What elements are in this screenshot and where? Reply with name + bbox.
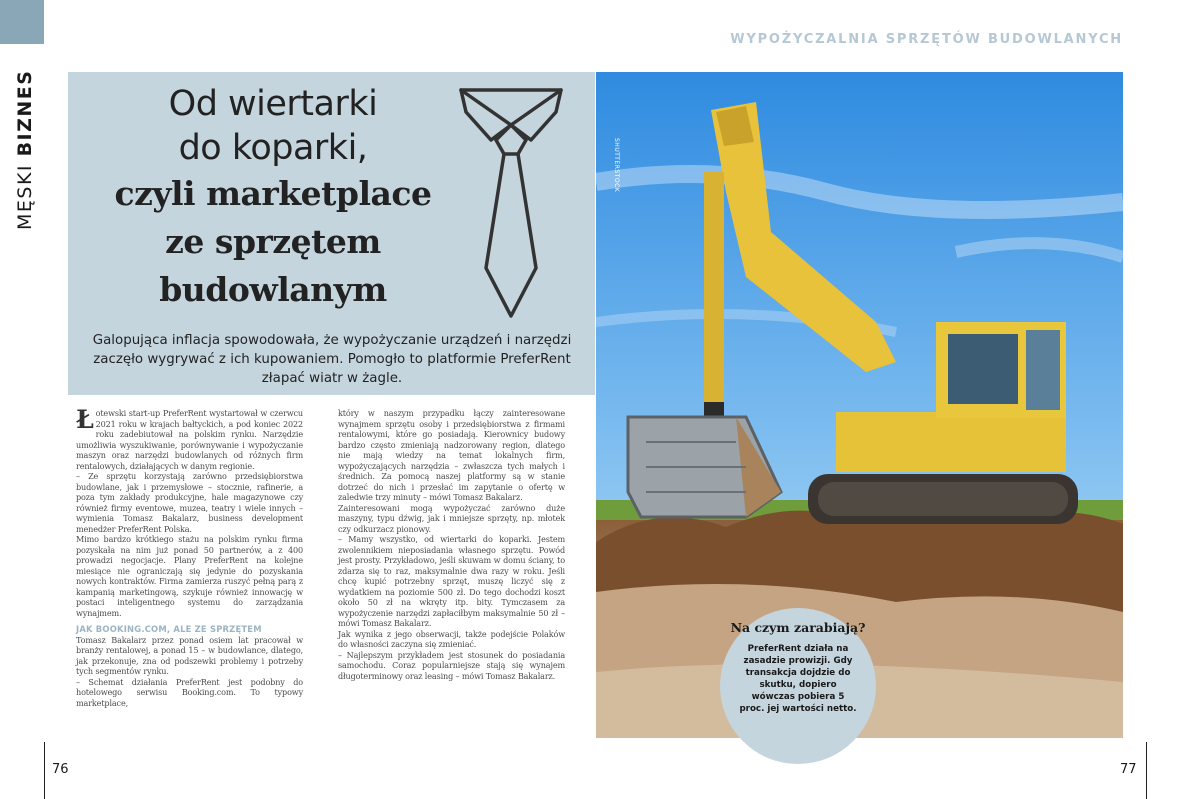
- article-lead: Galopująca inflacja spowodowała, że wypożyczanie urządzeń i narzędzi zaczęło wygrywać z ich kupowaniem. Pomogło to platformie PreferRent złapać wiatr w żagle.: [92, 333, 572, 386]
- paragraph: Tomasz Bakalarz przez ponad osiem lat pracował w branży rentalowej, a ponad 15 – w budowlance, dlatego, jak przekonuje, zna od podszewki problemy i potrzeby tych segmentów rynku.: [76, 634, 303, 676]
- page-number-left: 76: [52, 762, 69, 777]
- paragraph: – Schemat działania PreferRent jest podobny do hotelowego serwisu Booking.com. To typowy marketplace,: [76, 676, 303, 708]
- running-head: WYPOŻYCZALNIA SPRZĘTÓW BUDOWLANYCH: [730, 32, 1123, 47]
- callout-body: PreferRent działa na zasadzie prowizji. Gdy transakcja dojdzie do skutku, dopiero wówczas pobiera 5 proc. jej wartości netto.: [739, 644, 857, 714]
- paragraph: który w naszym przypadku łączy zainteresowane wynajmem sprzętu osoby i przedsiębiorstwa z firmami rentalowymi, które go posiadają. Kierownicy budowy bardzo często zmieniają nadzorowany region, dlatego nie mają wiedzy na temat lokalnych firm, wypożyczających narzędzia – zwłaszcza tych małych i średnich. Za pomocą naszej platformy są w stanie dotrzeć do nich i przesłać im zapytanie o ofertę w zaledwie trzy minuty – mówi Tomasz Bakalarz.: [338, 408, 565, 502]
- paragraph: Zainteresowani mogą wypożyczać zarówno duże maszyny, typu dźwig, jak i mniejsze sprzęty, np. młotek czy odkurzacz pionowy.: [338, 502, 565, 534]
- paragraph: Mimo bardzo krótkiego stażu na polskim rynku firma pozyskała na nim już ponad 50 partnerów, a z 400 prowadzi negocjacje. Plany PreferRent na kolejne miesiące nie ograniczają się jedynie do pozyskania nowych kontraktów. Firma zamierza ruszyć pełną parą z kampanią marketingową, szykuje również innowację w postaci inteligentnego systemu do zarządzania wynajmem.: [76, 534, 303, 618]
- article-title: [68, 82, 478, 314]
- paragraph: – Najlepszym przykładem jest stosunek do posiadania samochodu. Coraz popularniejsze stają się wynajem długoterminowy oraz leasing – mówi Tomasz Bakalarz.: [338, 649, 565, 681]
- title-box: [68, 72, 595, 395]
- title-line-1: Od wiertarki: [168, 84, 378, 124]
- section-label-bold: BIZNES: [14, 69, 36, 157]
- callout-heading: Na czym zarabiają?: [730, 620, 866, 635]
- page-rule-left: [44, 742, 45, 799]
- section-label: [10, 30, 40, 230]
- paragraph: Jak wynika z jego obserwacji, także podejście Polaków do własności zaczyna się zmieniać.: [338, 628, 565, 649]
- article-body: [76, 405, 565, 740]
- photo-credit: SHUTTERSTOCK: [613, 138, 620, 193]
- page-rule-right: [1146, 742, 1147, 799]
- title-line-5: budowlanym: [159, 270, 387, 309]
- article-column-2: [338, 408, 565, 740]
- article-column-1: [76, 405, 303, 740]
- page-number-right: 77: [1120, 762, 1137, 777]
- paragraph: Łotewski start-up PreferRent wystartował w czerwcu 2021 roku w krajach bałtyckich, a pod koniec 2022 roku zadebiutował na polskim rynku. Narzędzie umożliwia wyszukiwanie, porównywanie i wypożyczanie maszyn oraz narzędzi budowlanych od różnych firm rentalowych, działających w danym regionie.: [76, 405, 303, 471]
- title-line-2: do koparki,: [178, 128, 368, 168]
- section-label-light: MĘSKI: [14, 163, 36, 230]
- article-subhead: JAK BOOKING.COM, ALE ZE SPRZĘTEM: [76, 624, 262, 634]
- tie-icon: [456, 78, 566, 323]
- title-line-4: ze sprzętem: [165, 222, 381, 261]
- paragraph: – Mamy wszystko, od wiertarki do koparki. Jestem zwolennikiem nieposiadania własnego sprzętu. Powód jest prosty. Przykładowo, jeśli skuwam w domu ściany, to zdarza się to raz, maksymalnie dwa razy w roku. Jeśli chcę kupić potrzebny sprzęt, muszę liczyć się z wydatkiem na poziomie 500 zł. Do tego dochodzi koszt około 50 zł na wkręty itp. bity. Tymczasem za wypożyczenie narzędzi zapłaciłbym maksymalnie 50 zł – mówi Tomasz Bakalarz.: [338, 534, 565, 628]
- title-line-3: czyli marketplace: [114, 174, 432, 213]
- drop-cap: Ł: [76, 405, 94, 434]
- callout-circle: [720, 608, 876, 764]
- paragraph: – Ze sprzętu korzystają zarówno przedsiębiorstwa budowlane, jak i przemysłowe – stocznie, rafinerie, a poza tym zakłady produkcyjne, hale magazynowe czy również firmy eventowe, muzea, teatry i wiele innych – wymienia Tomasz Bakalarz, business development menedżer PreferRent Polska.: [76, 471, 303, 534]
